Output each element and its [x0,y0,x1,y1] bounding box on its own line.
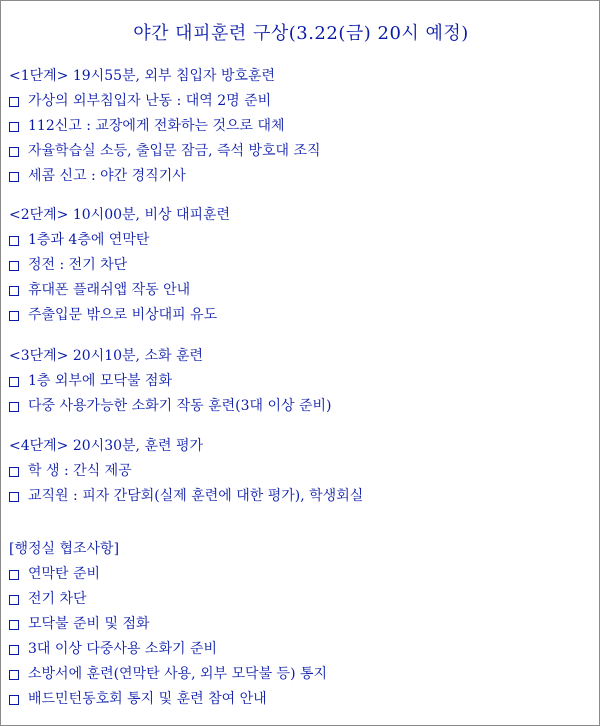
section-stage-1 [9,64,593,189]
checklist-item [9,484,593,509]
section-stage-3 [9,344,593,419]
checkbox-icon [9,97,19,107]
checkbox-icon [9,645,19,655]
checklist-item [9,562,593,587]
item-text: 3대 이상 다중사용 소화기 준비 [28,641,217,657]
item-text: 112신고 : 교장에게 전화하는 것으로 대체 [28,118,285,134]
item-text: 전기 차단 [28,591,87,607]
item-text: 자율학습실 소등, 출입문 잠금, 즉석 방호대 조직 [28,143,321,159]
item-text: 다중 사용가능한 소화기 작동 훈련(3대 이상 준비) [28,398,332,414]
section-heading: [행정실 협조사항] [9,541,120,557]
checklist-item [9,114,593,139]
item-text: 휴대폰 플래쉬앱 작동 안내 [28,282,191,298]
checkbox-icon [9,402,19,412]
checkbox-icon [9,172,19,182]
item-text: 소방서에 훈련(연막탄 사용, 외부 모닥불 등) 통지 [28,666,328,682]
checkbox-icon [9,147,19,157]
checklist-item [9,637,593,662]
item-text: 모닥불 준비 및 점화 [28,616,150,632]
document-title: 야간 대피훈련 구상(3.22(금) 20시 예정) [133,23,469,44]
checkbox-icon [9,620,19,630]
checklist-item [9,278,593,303]
checkbox-icon [9,695,19,705]
checklist-item [9,164,593,189]
checkbox-icon [9,261,19,271]
item-text: 주출입문 밖으로 비상대피 유도 [28,307,218,323]
checklist-item [9,89,593,114]
section-stage-4 [9,434,593,509]
checkbox-icon [9,670,19,680]
section-heading: <2단계> 10시00분, 비상 대피훈련 [9,207,231,223]
item-text: 배드민턴동호회 통지 및 훈련 참여 안내 [28,691,267,707]
checkbox-icon [9,570,19,580]
section-heading: <3단계> 20시10분, 소화 훈련 [9,348,203,364]
checklist-item [9,303,593,328]
item-text: 교직원 : 피자 간담회(실제 훈련에 대한 평가), 학생회실 [28,488,364,504]
checklist-item [9,228,593,253]
checkbox-icon [9,286,19,296]
item-text: 정전 : 전기 차단 [28,257,128,273]
checkbox-icon [9,377,19,387]
section-stage-2 [9,203,593,328]
checklist-item [9,587,593,612]
checkbox-icon [9,122,19,132]
checklist-item [9,687,593,712]
section-heading: <1단계> 19시55분, 외부 침입자 방호훈련 [9,68,276,84]
checklist-item [9,253,593,278]
checkbox-icon [9,311,19,321]
item-text: 가상의 외부침입자 난동 : 대역 2명 준비 [28,93,272,109]
item-text: 1층과 4층에 연막탄 [28,232,150,248]
section-admin-cooperation [9,537,593,712]
item-text: 연막탄 준비 [28,566,101,582]
checklist-item [9,612,593,637]
section-heading: <4단계> 20시30분, 훈련 평가 [9,438,203,454]
item-text: 학 생 : 간식 제공 [28,463,132,479]
item-text: 세콤 신고 : 야간 경직기사 [28,168,186,184]
checklist-item [9,662,593,687]
checkbox-icon [9,236,19,246]
checkbox-icon [9,467,19,477]
checkbox-icon [9,492,19,502]
checkbox-icon [9,595,19,605]
checklist-item [9,459,593,484]
checklist-item [9,394,593,419]
item-text: 1층 외부에 모닥불 점화 [28,373,172,389]
checklist-item [9,139,593,164]
checklist-item [9,369,593,394]
